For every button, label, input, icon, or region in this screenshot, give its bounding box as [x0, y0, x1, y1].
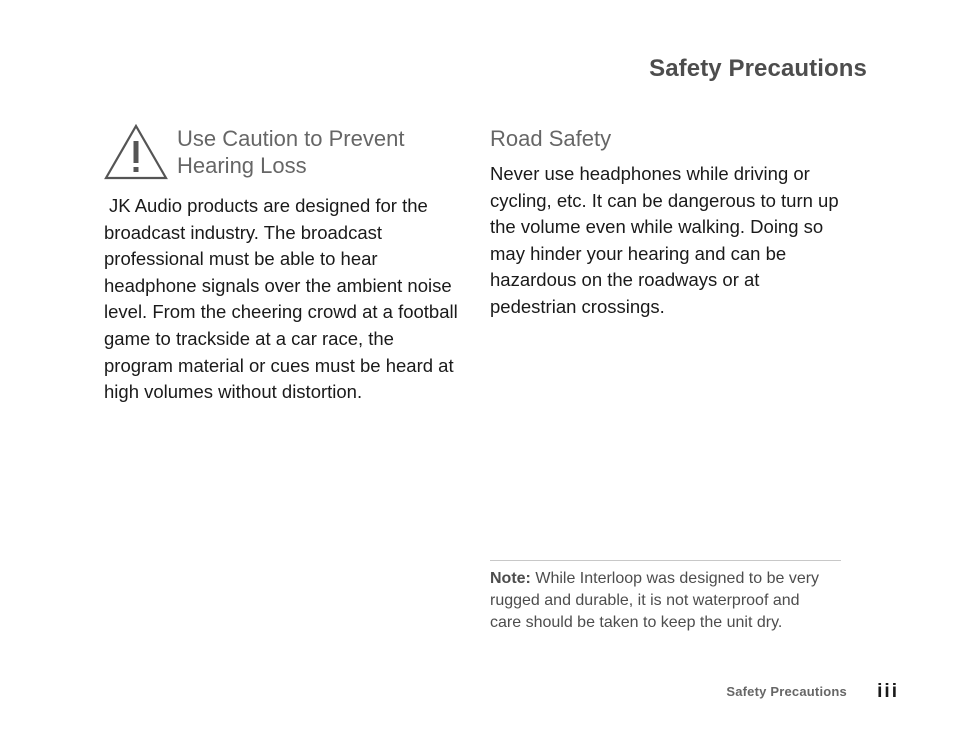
page-title: Safety Precautions [649, 55, 867, 82]
hearing-loss-heading-line1: Use Caution to Prevent [177, 126, 405, 151]
footer-section-label: Safety Precautions [726, 684, 847, 699]
road-safety-heading: Road Safety [490, 126, 612, 151]
note-text: While Interloop was designed to be very rugged and durable, it is not waterproof and care should be taken to keep the unit dry. [490, 570, 820, 631]
hearing-loss-body: JK Audio products are designed for the broadcast industry. The broadcast professional must be able to hear headphone signals over the ambient noise level. From the cheering crowd at a football game to trackside at a car race, the program material or cues must be heard at high volumes without distortion. [104, 195, 458, 403]
note-block [490, 568, 830, 634]
hearing-loss-section [104, 124, 464, 406]
road-safety-section [490, 124, 842, 321]
note-label: Note: [490, 570, 531, 587]
hearing-loss-heading-row [104, 124, 464, 182]
page-number: iii [877, 681, 899, 702]
road-safety-body: Never use headphones while driving or cycling, etc. It can be dangerous to turn up the volume even while walking. Doing so may hinder your hearing and can be hazardous on the roadways or at pedestrian crossings. [490, 163, 839, 317]
hearing-loss-heading [177, 125, 404, 179]
warning-triangle-icon [104, 124, 168, 182]
hearing-loss-heading-line2: Hearing Loss [177, 153, 307, 178]
note-divider [490, 560, 841, 561]
